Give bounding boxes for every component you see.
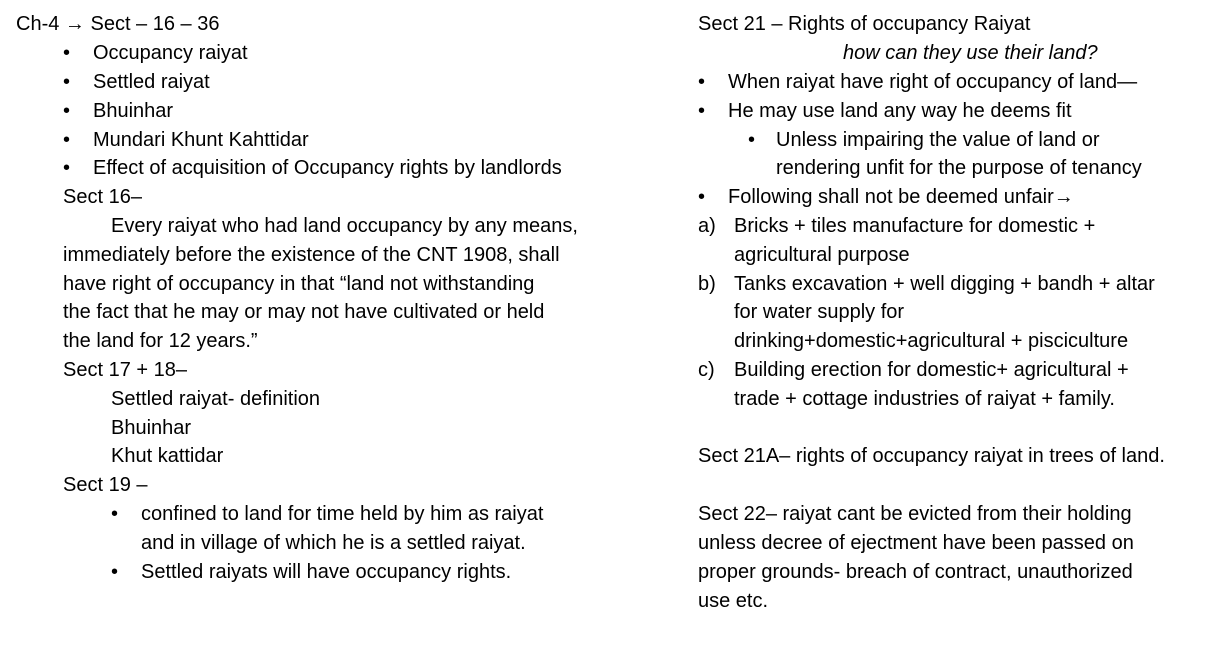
- list-item: Mundari Khunt Kahttidar: [93, 129, 309, 151]
- bullet-icon: •: [698, 186, 706, 208]
- list-item: Khut kattidar: [111, 445, 224, 467]
- list-item: for water supply for: [734, 301, 905, 323]
- section-heading: Sect 16–: [63, 186, 142, 208]
- list-letter: c): [698, 359, 715, 381]
- list-item: Tanks excavation + well digging + bandh + altar: [734, 273, 1155, 295]
- paragraph-line: unless decree of ejectment have been passed on: [698, 532, 1134, 554]
- list-letter: a): [698, 215, 716, 237]
- bullet-icon: •: [63, 100, 71, 122]
- bullet-icon: •: [748, 129, 756, 151]
- bullet-icon: •: [63, 71, 71, 93]
- list-item: agricultural purpose: [734, 244, 910, 266]
- following-text: Following shall not be deemed unfair: [728, 186, 1054, 208]
- bullet-icon: •: [111, 561, 119, 583]
- bullet-icon: •: [698, 100, 706, 122]
- section-heading: Sect 19 –: [63, 474, 148, 496]
- section-subheading: how can they use their land?: [843, 42, 1098, 64]
- list-item: He may use land any way he deems fit: [728, 100, 1072, 122]
- list-item: rendering unfit for the purpose of tenancy: [776, 157, 1142, 179]
- list-item: [728, 185, 1074, 209]
- chapter-heading: [16, 12, 219, 36]
- section-heading: Sect 21A– rights of occupancy raiyat in trees of land.: [698, 445, 1165, 467]
- arrow-right-icon: →: [1053, 186, 1074, 208]
- paragraph-line: proper grounds- breach of contract, unauthorized: [698, 561, 1133, 583]
- bullet-icon: •: [63, 129, 71, 151]
- paragraph-line: Sect 22– raiyat cant be evicted from their holding: [698, 503, 1132, 525]
- bullet-icon: •: [111, 503, 119, 525]
- list-item: Occupancy raiyat: [93, 42, 248, 64]
- list-item: Bhuinhar: [93, 100, 174, 122]
- paragraph-line: the fact that he may or may not have cultivated or held: [63, 301, 545, 323]
- section-heading: Sect 21 – Rights of occupancy Raiyat: [698, 13, 1031, 35]
- chapter-label: Ch-4: [16, 13, 60, 35]
- paragraph-line: use etc.: [698, 590, 769, 612]
- section-range: Sect – 16 – 36: [90, 13, 220, 35]
- list-letter: b): [698, 273, 716, 295]
- arrow-right-icon: →: [64, 13, 85, 35]
- list-item: drinking+domestic+agricultural + pisciculture: [734, 330, 1129, 352]
- paragraph-line: Every raiyat who had land occupancy by any means,: [111, 215, 578, 237]
- list-item: Settled raiyat- definition: [111, 388, 321, 410]
- bullet-icon: •: [698, 71, 706, 93]
- list-item: Building erection for domestic+ agricultural +: [734, 359, 1129, 381]
- list-item: Effect of acquisition of Occupancy rights by landlords: [93, 157, 562, 179]
- bullet-icon: •: [63, 157, 71, 179]
- paragraph-line: immediately before the existence of the CNT 1908, shall: [63, 244, 560, 266]
- list-item: Unless impairing the value of land or: [776, 129, 1100, 151]
- paragraph-line: the land for 12 years.”: [63, 330, 258, 352]
- list-item: Settled raiyats will have occupancy rights.: [141, 561, 512, 583]
- list-item: confined to land for time held by him as raiyat: [141, 503, 544, 525]
- list-item: Bricks + tiles manufacture for domestic +: [734, 215, 1096, 237]
- section-heading: Sect 17 + 18–: [63, 359, 187, 381]
- list-item: Bhuinhar: [111, 417, 192, 439]
- list-item: and in village of which he is a settled raiyat.: [141, 532, 526, 554]
- paragraph-line: have right of occupancy in that “land not withstanding: [63, 273, 535, 295]
- list-item: When raiyat have right of occupancy of land—: [728, 71, 1138, 93]
- list-item: trade + cottage industries of raiyat + family.: [734, 388, 1115, 410]
- bullet-icon: •: [63, 42, 71, 64]
- list-item: Settled raiyat: [93, 71, 210, 93]
